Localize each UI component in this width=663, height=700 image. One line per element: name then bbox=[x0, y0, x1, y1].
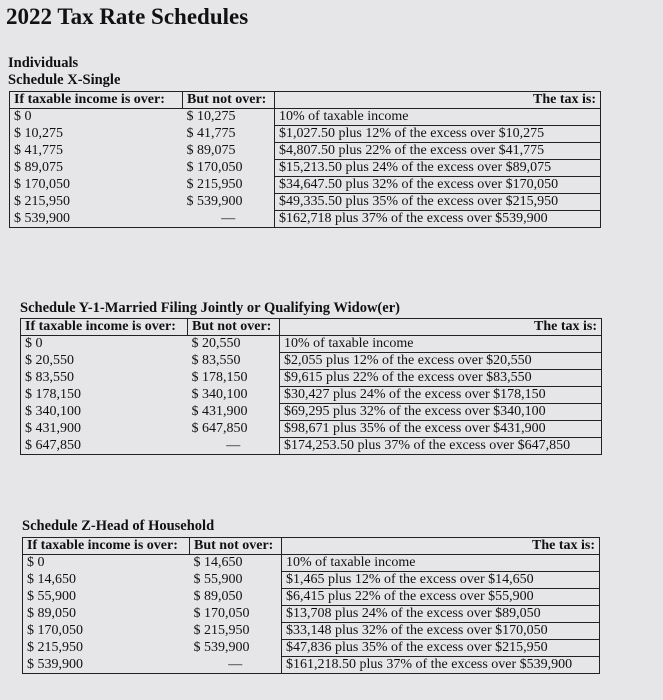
cell-over: $ 0 bbox=[25, 336, 43, 352]
schedule-z-table bbox=[22, 537, 600, 674]
cell-not-over: $ 340,100 bbox=[188, 387, 280, 404]
schedule-x-body bbox=[10, 109, 601, 228]
cell-over: $ 41,775 bbox=[14, 143, 63, 158]
cell-not-over: $ 170,050 bbox=[190, 606, 282, 623]
table-row bbox=[21, 370, 602, 387]
section-label: Individuals bbox=[8, 55, 79, 71]
cell-tax: $4,807.50 plus 22% of the excess over $41,775 bbox=[275, 143, 601, 160]
cell-over: $ 170,050 bbox=[27, 623, 83, 638]
cell-not-over: $ 14,650 bbox=[190, 555, 282, 572]
cell-not-over: — bbox=[188, 438, 280, 455]
cell-over: $ 647,850 bbox=[25, 437, 81, 453]
cell-tax: 10% of taxable income bbox=[280, 336, 602, 353]
cell-over: $ 0 bbox=[27, 555, 45, 571]
cell-tax: $49,335.50 plus 35% of the excess over $215,950 bbox=[275, 194, 601, 211]
cell-not-over: $ 215,950 bbox=[183, 177, 275, 194]
cell-not-over: $ 215,950 bbox=[190, 623, 282, 640]
table-row bbox=[10, 194, 601, 211]
cell-tax: $162,718 plus 37% of the excess over $539,900 bbox=[275, 211, 601, 228]
cell-over: $ 0 bbox=[14, 109, 32, 125]
cell-tax: $98,671 plus 35% of the excess over $431,900 bbox=[280, 421, 602, 438]
cell-not-over: $ 10,275 bbox=[183, 109, 275, 126]
cell-over: $ 20,550 bbox=[25, 353, 74, 368]
cell-tax: 10% of taxable income bbox=[275, 109, 601, 126]
cell-tax: $2,055 plus 12% of the excess over $20,550 bbox=[280, 353, 602, 370]
cell-over: $ 215,950 bbox=[27, 640, 83, 655]
cell-not-over: — bbox=[190, 657, 282, 674]
page-title: 2022 Tax Rate Schedules bbox=[6, 4, 249, 29]
header-over: If taxable income is over: bbox=[23, 538, 190, 555]
cell-over: $ 14,650 bbox=[27, 572, 76, 587]
cell-over: $ 55,900 bbox=[27, 589, 76, 604]
cell-over: $ 539,900 bbox=[27, 656, 83, 672]
schedule-x-title: Schedule X-Single bbox=[8, 72, 121, 88]
cell-not-over: $ 647,850 bbox=[188, 421, 280, 438]
cell-tax: $9,615 plus 22% of the excess over $83,550 bbox=[280, 370, 602, 387]
table-row bbox=[21, 438, 602, 455]
table-row bbox=[23, 606, 600, 623]
cell-not-over: $ 89,075 bbox=[183, 143, 275, 160]
header-tax: The tax is: bbox=[282, 538, 600, 555]
table-row bbox=[21, 336, 602, 353]
cell-tax: $34,647.50 plus 32% of the excess over $170,050 bbox=[275, 177, 601, 194]
cell-tax: $30,427 plus 24% of the excess over $178,150 bbox=[280, 387, 602, 404]
table-row bbox=[10, 177, 601, 194]
table-row bbox=[10, 109, 601, 126]
cell-over: $ 170,050 bbox=[14, 177, 70, 192]
cell-tax: $6,415 plus 22% of the excess over $55,900 bbox=[282, 589, 600, 606]
cell-tax: $69,295 plus 32% of the excess over $340,100 bbox=[280, 404, 602, 421]
schedule-z-body bbox=[23, 555, 600, 674]
cell-not-over: $ 178,150 bbox=[188, 370, 280, 387]
cell-over: $ 10,275 bbox=[14, 126, 63, 141]
cell-tax: $1,465 plus 12% of the excess over $14,650 bbox=[282, 572, 600, 589]
table-row bbox=[10, 143, 601, 160]
cell-not-over: $ 89,050 bbox=[190, 589, 282, 606]
header-not-over: But not over: bbox=[190, 538, 282, 555]
cell-tax: $15,213.50 plus 24% of the excess over $89,075 bbox=[275, 160, 601, 177]
cell-over: $ 89,050 bbox=[27, 606, 76, 621]
table-row bbox=[10, 211, 601, 228]
cell-not-over: $ 539,900 bbox=[190, 640, 282, 657]
cell-tax: $33,148 plus 32% of the excess over $170,050 bbox=[282, 623, 600, 640]
schedule-y1-body bbox=[21, 336, 602, 455]
schedule-y1-table bbox=[20, 318, 602, 455]
table-row bbox=[23, 623, 600, 640]
cell-not-over: $ 55,900 bbox=[190, 572, 282, 589]
cell-not-over: $ 20,550 bbox=[188, 336, 280, 353]
table-row bbox=[10, 126, 601, 143]
cell-over: $ 539,900 bbox=[14, 210, 70, 226]
header-tax: The tax is: bbox=[275, 92, 601, 109]
header-not-over: But not over: bbox=[183, 92, 275, 109]
cell-tax: $13,708 plus 24% of the excess over $89,050 bbox=[282, 606, 600, 623]
table-row bbox=[21, 353, 602, 370]
cell-over: $ 83,550 bbox=[25, 370, 74, 385]
table-row bbox=[10, 160, 601, 177]
table-row bbox=[21, 387, 602, 404]
cell-tax: $174,253.50 plus 37% of the excess over $647,850 bbox=[280, 438, 602, 455]
cell-over: $ 340,100 bbox=[25, 404, 81, 419]
cell-tax: $47,836 plus 35% of the excess over $215,950 bbox=[282, 640, 600, 657]
cell-not-over: $ 539,900 bbox=[183, 194, 275, 211]
table-row bbox=[23, 589, 600, 606]
header-over: If taxable income is over: bbox=[10, 92, 183, 109]
table-row bbox=[23, 555, 600, 572]
schedule-x-table bbox=[9, 91, 601, 228]
cell-not-over: $ 41,775 bbox=[183, 126, 275, 143]
cell-tax: $1,027.50 plus 12% of the excess over $10,275 bbox=[275, 126, 601, 143]
table-row bbox=[23, 572, 600, 589]
cell-not-over: $ 431,900 bbox=[188, 404, 280, 421]
schedule-y1-title: Schedule Y-1-Married Filing Jointly or Qualifying Widow(er) bbox=[20, 300, 400, 316]
table-row bbox=[23, 640, 600, 657]
cell-not-over: $ 83,550 bbox=[188, 353, 280, 370]
cell-over: $ 89,075 bbox=[14, 160, 63, 175]
cell-not-over: $ 170,050 bbox=[183, 160, 275, 177]
cell-tax: $161,218.50 plus 37% of the excess over $539,900 bbox=[282, 657, 600, 674]
header-over: If taxable income is over: bbox=[21, 319, 188, 336]
cell-tax: 10% of taxable income bbox=[282, 555, 600, 572]
cell-over: $ 178,150 bbox=[25, 387, 81, 402]
cell-not-over: — bbox=[183, 211, 275, 228]
header-tax: The tax is: bbox=[280, 319, 602, 336]
table-row bbox=[21, 404, 602, 421]
header-not-over: But not over: bbox=[188, 319, 280, 336]
cell-over: $ 431,900 bbox=[25, 421, 81, 436]
schedule-z-title: Schedule Z-Head of Household bbox=[22, 518, 215, 534]
cell-over: $ 215,950 bbox=[14, 194, 70, 209]
table-row bbox=[21, 421, 602, 438]
table-row bbox=[23, 657, 600, 674]
